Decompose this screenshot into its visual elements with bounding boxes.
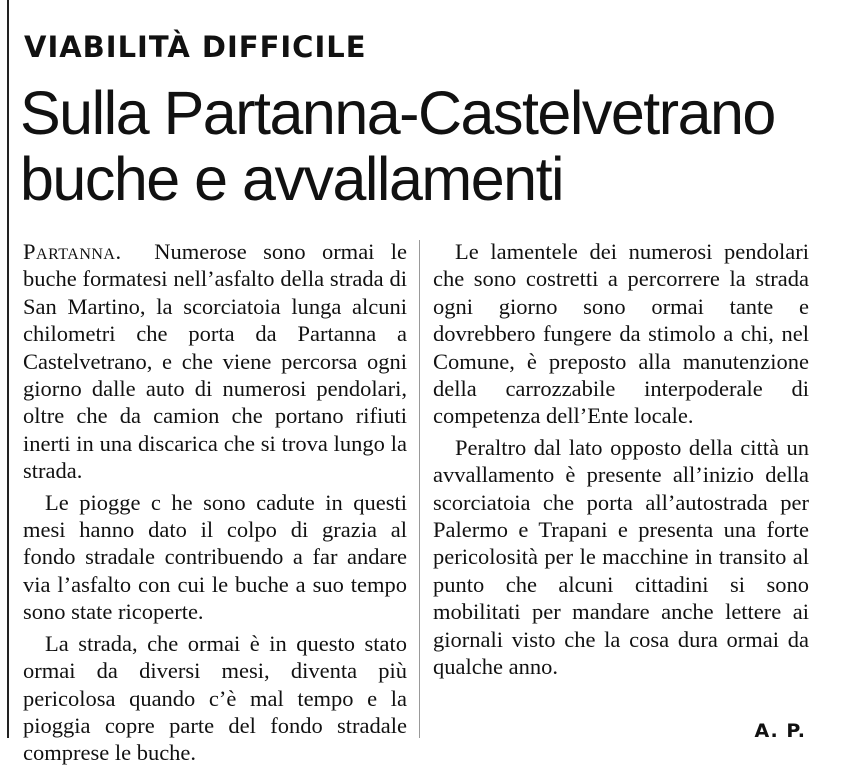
- paragraph-1: [23, 238, 407, 485]
- paragraph-2: Le piogge c he sono cadute in questi mesi hanno dato il colpo di grazia al fondo stradale contribuendo a far andare via l’asfalto con cui le buche a suo tempo sono state ricoperte.: [23, 489, 407, 625]
- headline-line-1: Sulla Partanna-Castelvetrano: [20, 79, 775, 147]
- dateline: Partanna.: [23, 239, 122, 264]
- paragraph-5: Peraltro dal lato opposto della città un avvallamento è presente all’inizio della scorciatoia che porta all’autostrada per Palermo e Trapani e presenta una forte pericolosità per le macchine in transito al punto che alcuni cittadini si sono mobilitati per mandare anche lettere ai giornali visto che la cosa dura ormai da qualche anno.: [433, 434, 809, 680]
- author-signature: A. P.: [754, 720, 806, 742]
- headline-line-2: buche e avvallamenti: [20, 145, 564, 213]
- column-right: [433, 238, 809, 685]
- kicker: VIABILITÀ DIFFICILE: [24, 30, 367, 64]
- headline: [20, 80, 840, 212]
- paragraph-4: Le lamentele dei numerosi pendolari che sono costretti a percorrere la strada ogni giorno sono ormai tante e dovrebbero fungere da stimolo a chi, nel Comune, è preposto alla manutenzione della carrozzabile interpoderale di competenza dell’Ente locale.: [433, 239, 809, 429]
- column-left: [23, 238, 407, 771]
- left-margin-rule: [7, 0, 9, 738]
- paragraph-1-text: Numerose sono ormai le buche formatesi nell’asfalto della strada di San Martino, la scorciatoia lunga alcuni chilometri che porta da Partanna a Castelvetrano, e che viene percorsa ogni giorno dalle auto di numerosi pendolari, oltre che da camion che portano rifiuti inerti in una discarica che si trova lungo la strada.: [23, 239, 407, 484]
- paragraph-3: La strada, che ormai è in questo stato ormai da diversi mesi, diventa più pericolosa quando c’è mal tempo e la pioggia copre parte del fondo stradale comprese le buche.: [23, 630, 407, 766]
- column-divider: [419, 240, 420, 738]
